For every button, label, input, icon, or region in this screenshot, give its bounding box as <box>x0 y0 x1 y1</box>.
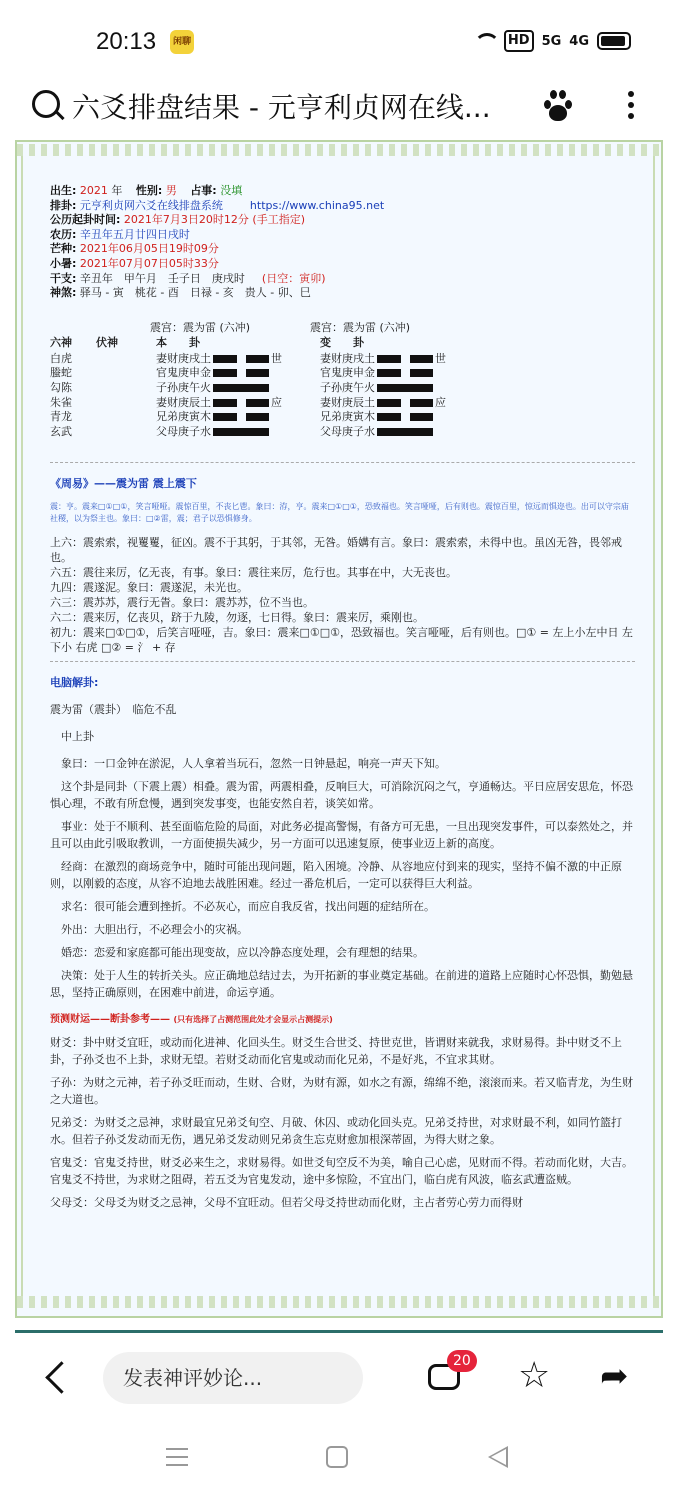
mangzhong-label: 芒种: <box>50 242 77 256</box>
jiegua-para: 婚恋：恋爱和家庭都可能出现变故，应以冷静态度处理，会有理想的结果。 <box>61 945 424 959</box>
status-icons <box>472 30 631 52</box>
page-title[interactable]: 六爻排盘结果 - 元亨利贞网在线... <box>72 91 491 124</box>
paipan-label: 排卦: <box>50 198 77 212</box>
jiegua-body <box>50 701 635 1001</box>
content-frame <box>15 140 663 1318</box>
fushen-cell <box>96 381 156 396</box>
signal-5g-icon: 5G <box>541 33 562 49</box>
home-icon[interactable] <box>326 1446 348 1468</box>
liushen-cell-text: 朱雀 <box>50 395 72 409</box>
lunar-time: 辛丑年五月廿四日戌时 <box>79 227 190 241</box>
baidu-paw-icon[interactable] <box>540 88 576 124</box>
hexagram-table <box>50 321 635 456</box>
clock: 20:13 <box>96 28 157 55</box>
caiyun-para: 财爻：卦中财爻宜旺，或动而化进神、化回头生。财爻生合世爻、持世克世，皆谓财来就我，求财易得。卦中财爻不上卦，子孙爻也不上卦，求财无望。若财爻动而化官鬼或动而化兄弟，不是好兆，不宜求其财。 <box>50 1035 622 1066</box>
liushen-cell-text: 白虎 <box>50 351 72 365</box>
ben-cell <box>156 352 320 367</box>
caiyun-title <box>50 1013 635 1028</box>
yang-line-icon <box>377 384 433 392</box>
more-menu-icon[interactable] <box>627 88 635 124</box>
xiaoshu-time: 2021年07月07日05时33分 <box>79 256 219 270</box>
liushen-cell-text: 螣蛇 <box>50 366 72 380</box>
yao-row <box>50 425 520 440</box>
col-liushen: 六神 <box>50 335 72 349</box>
caiyun-para: 官鬼爻：官鬼爻持世，财爻必来生之，求财易得。如世爻旬空反不为美，喻自己心虑，见财而不得。若动而化财，大吉。官鬼爻不持世，为求财之阻碍，若五爻为官鬼发动，途中多惊险，不宜出门，临白虎有风波，临玄武遭盗贼。 <box>50 1155 633 1186</box>
yao-rows <box>50 352 520 440</box>
bian-cell-text: 兄弟庚寅木 <box>320 410 375 424</box>
bian-cell <box>320 366 520 381</box>
birth-year: 2021 <box>79 184 108 197</box>
yao-row <box>50 381 520 396</box>
frame-decoration-right <box>653 156 657 1296</box>
jiegua-para: 这个卦是同卦（下震上震）相叠。震为雷，两震相叠，反响巨大，可消除沉闷之气，亨通畅达。平日应居安思危，怀恐惧心理，不敢有所怠慢，遇到突发事变，也能安然自若，谈笑如常。 <box>50 779 633 810</box>
paipan-system-link[interactable]: 元亨利贞网六爻在线排盘系统 <box>79 198 223 212</box>
bian-cell-text: 父母庚子水 <box>320 424 375 438</box>
yin-line-icon <box>377 413 433 421</box>
ben-cell-text: 妻财庚辰土 <box>156 395 211 409</box>
zhouyi-title: 《周易》——震为雷 震上震下 <box>50 476 197 490</box>
bottom-toolbar <box>0 1340 675 1420</box>
yin-line-icon <box>213 369 269 377</box>
ben-cell-text: 子孙庚午火 <box>156 380 211 394</box>
shi-ying-mark: 世 <box>271 351 282 365</box>
gender-label: 性别: <box>135 184 163 197</box>
ben-cell-text: 兄弟庚寅木 <box>156 410 211 424</box>
birth-label: 出生: <box>50 184 77 197</box>
ben-cell <box>156 425 320 440</box>
yao-row <box>50 410 520 425</box>
star-icon[interactable]: ☆ <box>518 1355 551 1396</box>
fushen-cell <box>96 410 156 425</box>
caiyun-para: 父母爻：父母爻为财爻之忌神，父母不宜旺动。但若父母爻持世动而化财，主占者劳心劳力而得财 <box>50 1195 523 1209</box>
system-nav-bar <box>0 1420 675 1500</box>
bian-cell-text: 子孙庚午火 <box>320 380 375 394</box>
app-badge-icon: 闲聊 <box>170 30 194 54</box>
battery-icon <box>597 32 631 50</box>
yang-line-icon <box>377 428 433 436</box>
bian-cell-text: 官鬼庚申金 <box>320 366 375 380</box>
yao-row <box>50 366 520 381</box>
recent-apps-icon[interactable] <box>166 1448 188 1472</box>
yin-line-icon <box>213 355 269 363</box>
hd-icon: HD <box>504 30 534 52</box>
search-icon[interactable] <box>32 90 60 118</box>
caiyun-para: 子孙：为财之元神，若子孙爻旺而动，生财、合财，为财有源，如水之有源，绵绵不绝，滚滚而来。若又临青龙，为生财之大道也。 <box>50 1075 633 1106</box>
caiyun-tip: (只有选择了占测范围此处才会显示占测提示) <box>173 1014 333 1024</box>
jiegua-para: 事业：处于不顺利、甚至面临危险的局面，对此务必提高警惕，有备方可无患，一旦出现突发事件，可以泰然处之，并且可以由此引吸取教训，一方面使损失减少，另一方面可以迅速复原，使事业迈上新的高度。 <box>50 819 633 850</box>
jiegua-grade: 中上卦 <box>61 729 94 743</box>
divider <box>50 462 635 463</box>
liushen-cell <box>50 425 96 440</box>
gender-value: 男 <box>165 184 177 197</box>
yang-line-icon <box>213 384 269 392</box>
liushen-cell-text: 勾陈 <box>50 380 72 394</box>
ben-cell-text: 妻财庚戌土 <box>156 351 211 365</box>
col-ben: 本 卦 <box>156 335 200 349</box>
jiegua-para: 象曰：一口金钟在淤泥，人人拿着当玩石，忽然一日钟悬起，响亮一声天下知。 <box>61 756 446 770</box>
frame-decoration-top <box>17 144 661 156</box>
ben-cell-text: 官鬼庚申金 <box>156 366 211 380</box>
frame-decoration-left <box>21 156 25 1296</box>
col-bian: 变 卦 <box>320 335 364 349</box>
bian-cell <box>320 352 520 367</box>
yin-line-icon <box>213 399 269 407</box>
liushen-cell <box>50 366 96 381</box>
rikong-value: (日空：寅卯) <box>261 271 326 285</box>
signal-4g-icon: 4G <box>569 33 589 49</box>
fushen-cell <box>96 352 156 367</box>
frame-decoration-bottom <box>17 1296 661 1308</box>
browser-address-bar[interactable] <box>0 80 675 140</box>
change-gua-header: 震宫：震为雷 (六冲) <box>310 320 411 334</box>
col-fushen: 伏神 <box>96 335 118 349</box>
jiegua-para: 经商：在激烈的商场竞争中，随时可能出现问题，陷入困境。冷静、从容地应付到来的现实，坚持不偏不激的中正原则，以刚毅的态度，从容不迫地去战胜困难。经过一番危机后，一定可以获得巨大利益。 <box>50 859 622 890</box>
bian-cell <box>320 396 520 411</box>
wifi-icon <box>472 31 496 51</box>
zhouyi-lines <box>50 535 635 655</box>
liushen-cell-text: 青龙 <box>50 410 72 424</box>
status-bar <box>0 0 675 80</box>
solar-time: 2021年7月3日20时12分 <box>123 213 249 227</box>
zhouyi-note: 震：亨。震来□①□①，笑言哑哑。震惊百里，不丧匕鬯。象曰：洊，亨。震来□①□①，恐致福也。笑言哑哑，后有则也。震惊百里，惊远而惧迩也。出可以守宗庙社稷，以为祭主也。象曰：□②雷，震；君子以恐惧修身。 <box>50 502 629 524</box>
year-unit: 年 <box>111 184 123 197</box>
yao-line: 九四：震遂泥。象曰：震遂泥，未光也。 <box>50 581 248 595</box>
jiegua-title: 电脑解卦: <box>50 676 99 690</box>
mangzhong-time: 2021年06月05日19时09分 <box>79 242 219 256</box>
matter-value: 没填 <box>220 184 243 197</box>
share-icon[interactable]: ➦ <box>600 1356 629 1396</box>
back-icon[interactable] <box>44 1362 64 1394</box>
yin-line-icon <box>377 355 433 363</box>
ganzhi-value: 辛丑年 甲午月 壬子日 庚戌时 <box>79 271 245 285</box>
yao-line: 初九：震来□①□①，后笑言哑哑，吉。象曰：震来□①□①，恐致福也。笑言哑哑，后有则也。□① = 左上小左中日 左下小 右虎 □② = 氵 + 存 <box>50 626 633 655</box>
liushen-cell <box>50 396 96 411</box>
yang-line-icon <box>213 428 269 436</box>
divider <box>50 661 635 662</box>
caiyun-body <box>50 1034 635 1211</box>
toolbar-divider <box>15 1330 663 1333</box>
result-content <box>50 184 635 1211</box>
jiegua-para: 决策：处于人生的转折关头。应正确地总结过去，为开拓新的事业奠定基础。在前进的道路上应随时心怀恐惧，勤勉悬思，坚持正确原则，在困难中前进，命运亨通。 <box>50 968 633 999</box>
yao-line: 六五：震往来厉，亿无丧，有事。象曰：震往来厉，危行也。其事在中，大无丧也。 <box>50 566 457 580</box>
fushen-cell <box>96 425 156 440</box>
info-block <box>50 184 635 301</box>
fushen-cell <box>96 396 156 411</box>
jiegua-para: 求名：很可能会遭到挫折。不必灰心，而应自我反省，找出问题的症结所在。 <box>61 899 435 913</box>
ben-cell <box>156 366 320 381</box>
yao-line: 六二：震来厉，亿丧贝，跻于九陵，勿逐，七日得。象曰：震来厉，乘刚也。 <box>50 611 424 625</box>
yao-row <box>50 352 520 367</box>
yao-row <box>50 396 520 411</box>
fushen-cell <box>96 366 156 381</box>
liushen-cell <box>50 352 96 367</box>
bian-cell <box>320 410 520 425</box>
jiegua-name: 震为雷（震卦） 临危不乱 <box>50 702 177 716</box>
liushen-cell-text: 玄武 <box>50 424 72 438</box>
bian-cell-text: 妻财庚戌土 <box>320 351 375 365</box>
yin-line-icon <box>377 369 433 377</box>
yao-line: 六三：震苏苏，震行无眚。象曰：震苏苏，位不当也。 <box>50 596 314 610</box>
ben-cell <box>156 410 320 425</box>
shi-ying-mark: 应 <box>271 395 282 409</box>
yin-line-icon <box>213 413 269 421</box>
caiyun-para: 兄弟爻：为财爻之忌神，求财最宜兄弟爻旬空、月破、休囚、或动化回头克。兄弟爻持世，对求财最不利，如同竹篮打水。但若子孙爻发动而无伤，遇兄弟爻发动则兄弟贪生忘克财愈加根深蒂固，为得大财之象。 <box>50 1115 622 1146</box>
liushen-cell <box>50 410 96 425</box>
ben-cell <box>156 396 320 411</box>
caiyun-title-text: 预测财运——断卦参考—— <box>50 1013 170 1025</box>
lunar-label: 农历: <box>50 227 77 241</box>
ben-cell-text: 父母庚子水 <box>156 424 211 438</box>
yao-line: 上六：震索索，视矍矍，征凶。震不于其躬，于其邻，无咎。婚媾有言。象曰：震索索，未得中也。虽凶无咎，畏邻戒也。 <box>50 536 622 565</box>
shi-ying-mark: 应 <box>435 395 446 409</box>
main-gua-header: 震宫：震为雷 (六冲) <box>150 320 251 334</box>
jiegua-para: 外出：大胆出行，不必理会小的灾祸。 <box>61 922 248 936</box>
ganzhi-label: 干支: <box>50 271 77 285</box>
ben-cell <box>156 381 320 396</box>
xiaoshu-label: 小暑: <box>50 256 77 270</box>
shi-ying-mark: 世 <box>435 351 446 365</box>
matter-label: 占事: <box>190 184 217 197</box>
liushen-cell <box>50 381 96 396</box>
nav-back-icon[interactable] <box>488 1446 508 1468</box>
bian-cell-text: 妻财庚辰土 <box>320 395 375 409</box>
bian-cell <box>320 425 520 440</box>
solar-label: 公历起卦时间: <box>50 213 121 227</box>
shensha-value: 驿马 - 寅 桃花 - 酉 日禄 - 亥 贵人 - 卯、巳 <box>79 286 311 300</box>
bian-cell <box>320 381 520 396</box>
comment-count-badge[interactable]: 20 <box>447 1350 477 1372</box>
shensha-label: 神煞: <box>50 286 77 300</box>
yin-line-icon <box>377 399 433 407</box>
manual-tag: (手工指定) <box>252 213 305 227</box>
site-url-link[interactable]: https://www.china95.net <box>249 198 385 212</box>
comment-input[interactable]: 发表神评妙论... <box>103 1352 363 1404</box>
